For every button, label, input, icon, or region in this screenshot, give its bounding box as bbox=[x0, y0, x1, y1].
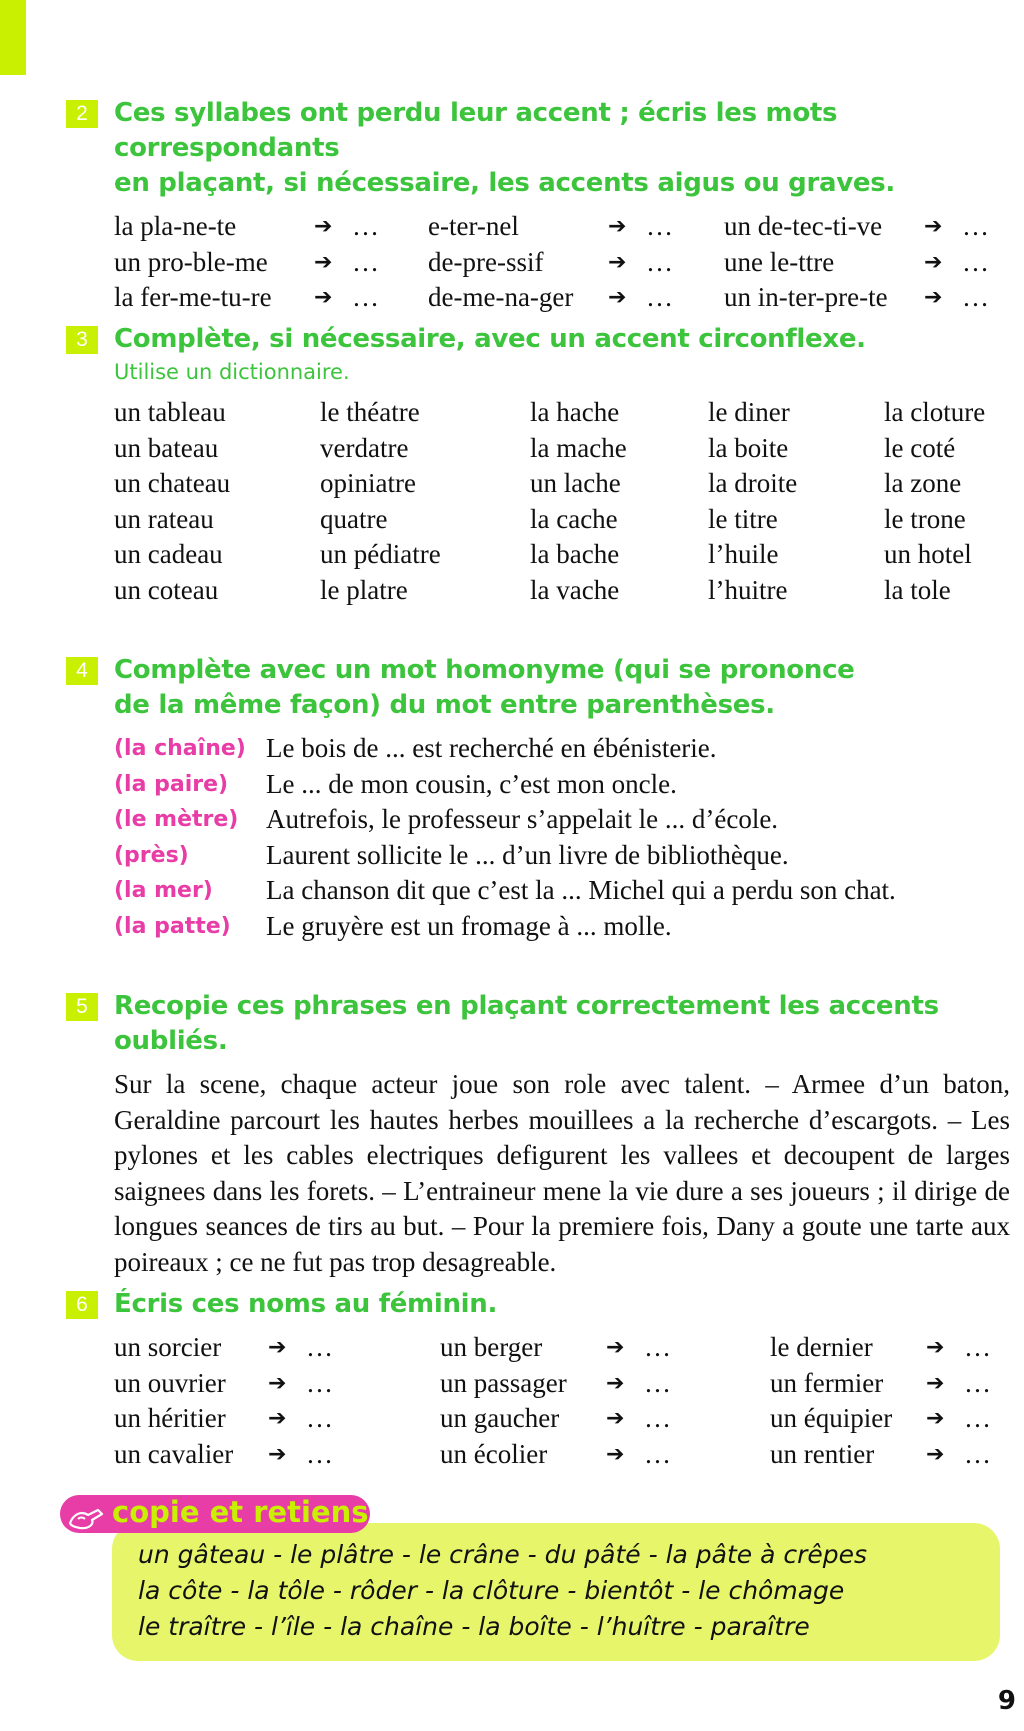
exercise-3 bbox=[48, 322, 1010, 609]
exercise-title: en plaçant, si nécessaire, les accents aigus ou graves. bbox=[114, 168, 895, 198]
sentence: Le gruyère est un fromage à ... molle. bbox=[266, 910, 672, 941]
blank: … bbox=[964, 1367, 991, 1398]
sentence: Le ... de mon cousin, c’est mon oncle. bbox=[266, 768, 677, 799]
exercise-2-header bbox=[48, 96, 1010, 201]
exercise-5-header bbox=[48, 989, 1010, 1059]
blank: … bbox=[306, 1332, 333, 1362]
word: la cache bbox=[530, 503, 618, 534]
word: le dernier bbox=[770, 1332, 873, 1362]
list-item bbox=[114, 802, 1010, 838]
word: la mache bbox=[530, 432, 627, 463]
sentence: Le bois de ... est recherché en ébénisterie. bbox=[266, 733, 717, 763]
exercise-2 bbox=[48, 96, 1010, 316]
word: un héritier bbox=[114, 1403, 226, 1434]
word: e-ter-nel bbox=[428, 211, 519, 241]
word-column bbox=[114, 1330, 440, 1472]
exercise-title: Recopie ces phrases en plaçant correctement les accents oubliés. bbox=[114, 991, 939, 1056]
word-grid bbox=[114, 395, 1010, 609]
arrow-icon: ➔ bbox=[268, 1370, 287, 1396]
homonym-hint: (la paire) bbox=[114, 771, 229, 797]
exercise-marker bbox=[48, 1291, 104, 1321]
exercise-3-header bbox=[48, 322, 1010, 387]
exercise-number: 6 bbox=[66, 1291, 98, 1319]
word: une le-ttre bbox=[724, 246, 835, 277]
exercise-4-header bbox=[48, 653, 1010, 723]
exercise-title: Écris ces noms au féminin. bbox=[114, 1289, 498, 1319]
word: le théatre bbox=[320, 397, 420, 427]
word: un équipier bbox=[770, 1403, 893, 1434]
exercise-5-body bbox=[48, 1067, 1010, 1281]
word-column bbox=[428, 209, 724, 316]
exercise-subtitle: Utilise un dictionnaire. bbox=[114, 360, 350, 384]
retiens-line: la côte - la tôle - rôder - la clôture - bientôt - le chômage bbox=[138, 1576, 845, 1605]
sentence: Laurent sollicite le ... d’un livre de bibliothèque. bbox=[266, 839, 789, 870]
word-column bbox=[708, 395, 884, 609]
word: la tole bbox=[884, 574, 951, 605]
exercise-marker bbox=[48, 326, 104, 356]
word: quatre bbox=[320, 503, 388, 534]
word: de-me-na-ger bbox=[428, 282, 574, 313]
arrow-icon: ➔ bbox=[924, 249, 943, 275]
word-grid bbox=[114, 1330, 1010, 1472]
exercise-title: Complète, si nécessaire, avec un accent circonflexe. bbox=[114, 324, 866, 354]
retiens-box bbox=[112, 1523, 1000, 1661]
homonym-hint: (la patte) bbox=[114, 913, 231, 939]
word: la zone bbox=[884, 468, 962, 499]
arrow-icon: ➔ bbox=[926, 1406, 945, 1432]
word: un gaucher bbox=[440, 1403, 560, 1434]
exercise-title: Complète avec un mot homonyme (qui se prononce bbox=[114, 655, 855, 685]
retiens-line: un gâteau - le plâtre - le crâne - du pâté - la pâte à crêpes bbox=[138, 1540, 868, 1569]
exercise-marker bbox=[48, 657, 104, 687]
word: un coteau bbox=[114, 574, 219, 605]
list-item bbox=[114, 767, 1010, 803]
retiens-title: copie et retiens bbox=[112, 1495, 369, 1529]
word: le titre bbox=[708, 503, 778, 534]
exercise-number: 3 bbox=[66, 326, 98, 354]
word: un de-tec-ti-ve bbox=[724, 211, 883, 241]
word: un bateau bbox=[114, 432, 219, 463]
word: le diner bbox=[708, 397, 790, 427]
word: la hache bbox=[530, 397, 620, 427]
arrow-icon: ➔ bbox=[314, 249, 333, 275]
word: opiniatre bbox=[320, 468, 416, 499]
list-item bbox=[114, 873, 1010, 909]
word-column bbox=[884, 395, 1004, 609]
word: un écolier bbox=[440, 1438, 548, 1469]
blank: … bbox=[644, 1367, 671, 1398]
arrow-icon: ➔ bbox=[926, 1370, 945, 1396]
blank: … bbox=[962, 282, 989, 313]
blank: … bbox=[962, 211, 989, 241]
word: le trone bbox=[884, 503, 966, 534]
word: un in-ter-pre-te bbox=[724, 282, 888, 313]
word-column bbox=[530, 395, 708, 609]
homonym-hint: (la mer) bbox=[114, 878, 213, 904]
arrow-icon: ➔ bbox=[926, 1441, 945, 1467]
blank: … bbox=[644, 1332, 671, 1362]
arrow-icon: ➔ bbox=[314, 214, 333, 239]
exercise-marker bbox=[48, 993, 104, 1023]
word: un berger bbox=[440, 1332, 543, 1362]
exercise-marker bbox=[48, 100, 104, 130]
word: la pla-ne-te bbox=[114, 211, 237, 241]
blank: … bbox=[644, 1438, 671, 1469]
arrow-icon: ➔ bbox=[268, 1441, 287, 1467]
arrow-icon: ➔ bbox=[608, 285, 627, 311]
word: la cloture bbox=[884, 397, 986, 427]
corner-accent-bar bbox=[0, 0, 26, 75]
word: le platre bbox=[320, 574, 408, 605]
homonym-hint: (le mètre) bbox=[114, 807, 239, 833]
word: un pro-ble-me bbox=[114, 246, 268, 277]
retiens-label bbox=[60, 1495, 370, 1533]
word: le coté bbox=[884, 432, 956, 463]
retiens-line: le traître - l’île - la chaîne - la boîte - l’huître - paraître bbox=[138, 1612, 810, 1641]
blank: … bbox=[646, 246, 673, 277]
list-item bbox=[114, 909, 1010, 945]
blank: … bbox=[644, 1403, 671, 1434]
word-column bbox=[724, 209, 1004, 316]
word-column bbox=[114, 209, 428, 316]
word: un rentier bbox=[770, 1438, 875, 1469]
word: la droite bbox=[708, 468, 798, 499]
word: verdatre bbox=[320, 432, 409, 463]
arrow-icon: ➔ bbox=[606, 1441, 625, 1467]
arrow-icon: ➔ bbox=[924, 214, 943, 239]
word: un hotel bbox=[884, 539, 972, 570]
word-column bbox=[114, 395, 320, 609]
word-column bbox=[440, 1330, 770, 1472]
blank: … bbox=[646, 282, 673, 313]
blank: … bbox=[306, 1367, 333, 1398]
blank: … bbox=[306, 1438, 333, 1469]
word: un pédiatre bbox=[320, 539, 441, 570]
arrow-icon: ➔ bbox=[606, 1335, 625, 1360]
homonym-hint: (la chaîne) bbox=[114, 736, 246, 761]
arrow-icon: ➔ bbox=[268, 1335, 287, 1360]
list-item bbox=[114, 731, 1010, 767]
arrow-icon: ➔ bbox=[268, 1406, 287, 1432]
exercise-paragraph: Sur la scene, chaque acteur joue son role avec talent. – Armee d’un baton, Geraldine parcourt les hautes herbes mouillees a la recherche d’escargots. – Les pylones et les cables electriques defigurent les vallees et decoupent de larges saignees dans les forets. – L’entraineur mene la vie dure a ses joueurs ; il dirige de longues seances de tirs au but. – Pour la premiere fois, Dany a goute une tarte aux poireaux ; ce ne fut pas trop desagreable. bbox=[114, 1069, 1010, 1277]
word: de-pre-ssif bbox=[428, 246, 544, 277]
word: l’huile bbox=[708, 539, 779, 570]
word: un cadeau bbox=[114, 539, 223, 570]
word-column bbox=[770, 1330, 1004, 1472]
word: un fermier bbox=[770, 1367, 884, 1398]
blank: … bbox=[962, 246, 989, 277]
word-column bbox=[320, 395, 530, 609]
exercise-4 bbox=[48, 653, 1010, 945]
arrow-icon: ➔ bbox=[606, 1370, 625, 1396]
list-item bbox=[114, 838, 1010, 874]
exercise-number: 4 bbox=[66, 657, 98, 685]
exercise-6 bbox=[48, 1287, 1010, 1472]
blank: … bbox=[306, 1403, 333, 1434]
word: un passager bbox=[440, 1367, 567, 1398]
word: un ouvrier bbox=[114, 1367, 226, 1398]
word: un cavalier bbox=[114, 1438, 234, 1469]
page-number: 9 bbox=[997, 1686, 1016, 1716]
exercise-4-body bbox=[48, 731, 1010, 945]
word: l’huitre bbox=[708, 574, 788, 605]
word: la boite bbox=[708, 432, 789, 463]
exercise-5 bbox=[48, 989, 1010, 1281]
word-grid bbox=[114, 209, 1010, 316]
exercise-title: de la même façon) du mot entre parenthèses. bbox=[114, 690, 775, 720]
word: un chateau bbox=[114, 468, 231, 499]
exercise-number: 2 bbox=[66, 100, 98, 128]
exercise-6-body bbox=[48, 1330, 1010, 1472]
blank: … bbox=[964, 1438, 991, 1469]
word: la bache bbox=[530, 539, 620, 570]
blank: … bbox=[352, 211, 379, 241]
exercise-6-header bbox=[48, 1287, 1010, 1322]
blank: … bbox=[352, 282, 379, 313]
pencil-hand-icon bbox=[68, 1502, 104, 1540]
word: un lache bbox=[530, 468, 621, 499]
exercise-2-body bbox=[48, 209, 1010, 316]
homonym-hint: (près) bbox=[114, 842, 189, 868]
word: un tableau bbox=[114, 397, 226, 427]
blank: … bbox=[352, 246, 379, 277]
blank: … bbox=[646, 211, 673, 241]
arrow-icon: ➔ bbox=[924, 285, 943, 311]
arrow-icon: ➔ bbox=[608, 214, 627, 239]
exercise-number: 5 bbox=[66, 993, 98, 1021]
arrow-icon: ➔ bbox=[314, 285, 333, 311]
exercise-title: Ces syllabes ont perdu leur accent ; écris les mots correspondants bbox=[114, 98, 838, 163]
arrow-icon: ➔ bbox=[606, 1406, 625, 1432]
arrow-icon: ➔ bbox=[926, 1335, 945, 1360]
arrow-icon: ➔ bbox=[608, 249, 627, 275]
word: un sorcier bbox=[114, 1332, 222, 1362]
blank: … bbox=[964, 1332, 991, 1362]
word: la fer-me-tu-re bbox=[114, 282, 272, 313]
word: un rateau bbox=[114, 503, 214, 534]
sentence: Autrefois, le professeur s’appelait le ... d’école. bbox=[266, 804, 779, 835]
word: la vache bbox=[530, 574, 620, 605]
sentence: La chanson dit que c’est la ... Michel qui a perdu son chat. bbox=[266, 875, 896, 906]
exercise-3-body bbox=[48, 395, 1010, 609]
blank: … bbox=[964, 1403, 991, 1434]
